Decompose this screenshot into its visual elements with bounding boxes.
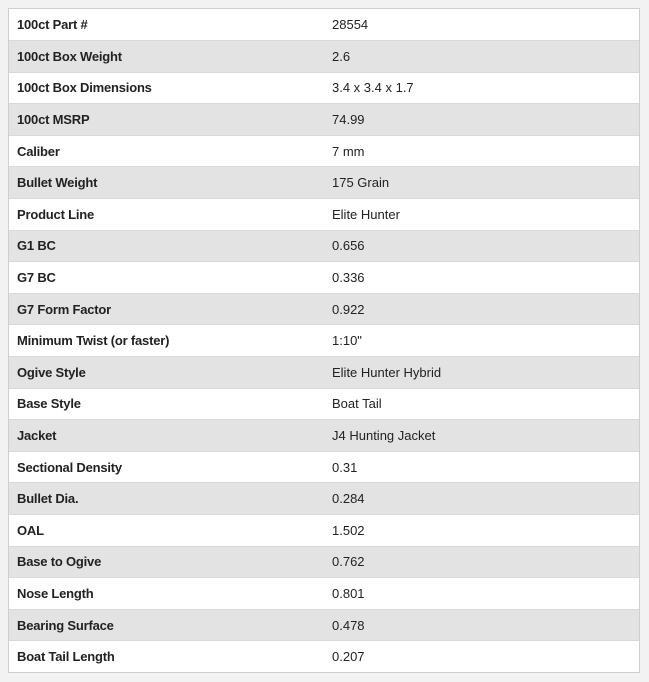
spec-label: Product Line: [9, 199, 324, 231]
table-row: [9, 546, 639, 578]
spec-value: 3.4 x 3.4 x 1.7: [324, 72, 639, 104]
table-row: [9, 262, 639, 294]
table-row: [9, 199, 639, 231]
spec-value: J4 Hunting Jacket: [324, 420, 639, 452]
table-row: [9, 72, 639, 104]
spec-value: 175 Grain: [324, 167, 639, 199]
table-row: [9, 578, 639, 610]
table-row: [9, 230, 639, 262]
spec-label: Caliber: [9, 135, 324, 167]
spec-value: 0.656: [324, 230, 639, 262]
spec-label: G7 BC: [9, 262, 324, 294]
spec-label: 100ct Box Weight: [9, 41, 324, 73]
spec-value: 0.207: [332, 649, 365, 665]
table-row: [9, 293, 639, 325]
spec-value: 0.284: [324, 483, 639, 515]
table-row: [9, 9, 639, 41]
spec-label: Bearing Surface: [9, 609, 324, 641]
spec-label: 100ct Part #: [9, 9, 324, 41]
spec-value: 0.31: [324, 451, 639, 483]
table-row: [9, 325, 639, 357]
spec-value: 0.922: [324, 293, 639, 325]
spec-value: 7 mm: [324, 135, 639, 167]
table-row: [9, 41, 639, 73]
table-row: [9, 609, 639, 641]
spec-value: 2.6: [324, 41, 639, 73]
table-row: [9, 388, 639, 420]
spec-value: 1:10": [324, 325, 639, 357]
table-row: [9, 357, 639, 389]
spec-value: 0.478: [324, 609, 639, 641]
spec-label: Jacket: [9, 420, 324, 452]
spec-value: Elite Hunter Hybrid: [324, 357, 639, 389]
table-row: [9, 135, 639, 167]
spec-table-container: [8, 8, 640, 673]
spec-value: Elite Hunter: [324, 199, 639, 231]
spec-table-body: [9, 9, 639, 672]
spec-value: 1.502: [324, 515, 639, 547]
spec-label: Nose Length: [9, 578, 324, 610]
table-row: [9, 104, 639, 136]
spec-label: 100ct Box Dimensions: [9, 72, 324, 104]
spec-label: Base Style: [9, 388, 324, 420]
table-row: [9, 167, 639, 199]
table-row: [9, 451, 639, 483]
spec-value: 0.762: [324, 546, 639, 578]
spec-label: OAL: [9, 515, 324, 547]
spec-label: G7 Form Factor: [9, 293, 324, 325]
spec-table: [9, 9, 639, 672]
spec-value: Boat Tail: [324, 388, 639, 420]
table-row: [9, 420, 639, 452]
spec-label: Minimum Twist (or faster): [9, 325, 324, 357]
spec-label: Sectional Density: [9, 451, 324, 483]
table-row: [9, 515, 639, 547]
table-row: [9, 483, 639, 515]
spec-label: Bullet Weight: [9, 167, 324, 199]
spec-label: 100ct MSRP: [9, 104, 324, 136]
spec-value: 28554: [324, 9, 639, 41]
table-row: [9, 641, 639, 673]
spec-value: 0.801: [324, 578, 639, 610]
spec-label: Base to Ogive: [9, 546, 324, 578]
spec-value: 0.336: [324, 262, 639, 294]
spec-value: 74.99: [324, 104, 639, 136]
spec-label: Boat Tail Length: [17, 649, 115, 665]
spec-label: G1 BC: [9, 230, 324, 262]
spec-label: Ogive Style: [9, 357, 324, 389]
spec-label: Bullet Dia.: [9, 483, 324, 515]
